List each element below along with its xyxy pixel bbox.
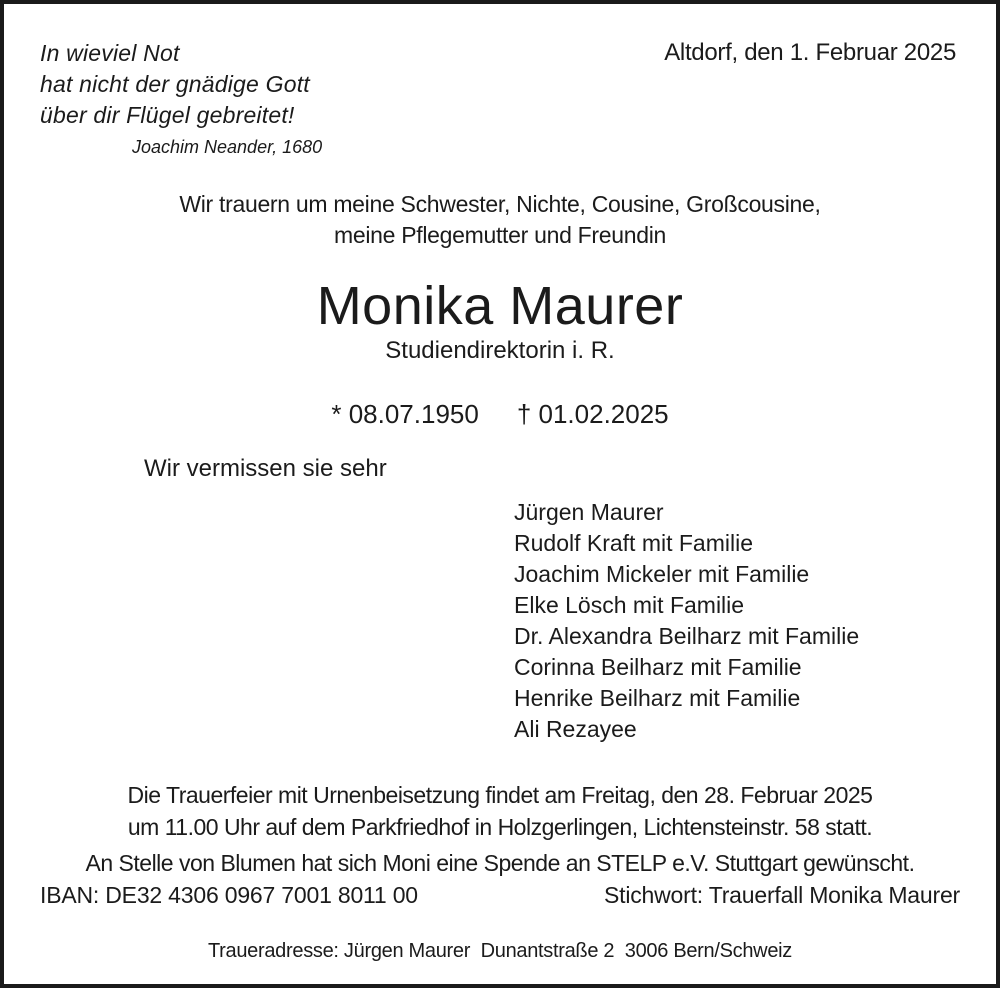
mourner-name: Elke Lösch mit Familie [514, 592, 745, 618]
death-date: † 01.02.2025 [516, 399, 669, 429]
intro-line: Wir trauern um meine Schwester, Nichte, Cousine, Großcousine, [179, 191, 821, 217]
service-line: um 11.00 Uhr auf dem Parkfriedhof in Holzgerlingen, Lichtensteinstr. 58 statt. [127, 814, 873, 840]
mourner-name: Joachim Mickeler mit Familie [514, 561, 810, 587]
quote-attribution: Joachim Neander, 1680 [132, 137, 323, 157]
mourner-name: Jürgen Maurer [514, 499, 664, 525]
mourner-name: Dr. Alexandra Beilharz mit Familie [514, 623, 860, 649]
missing-line: Wir vermissen sie sehr [144, 455, 387, 482]
deceased-title: Studiendirektorin i. R. [385, 337, 615, 364]
quote-line: hat nicht der gnädige Gott [40, 71, 310, 97]
donation-keyword: Stichwort: Trauerfall Monika Maurer [603, 882, 960, 908]
header-row [40, 38, 960, 159]
deceased-name: Monika Maurer [316, 276, 684, 336]
dateline: Altdorf, den 1. Februar 2025 [664, 39, 956, 66]
service-line: Die Trauerfeier mit Urnenbeisetzung findet am Freitag, den 28. Februar 2025 [127, 782, 873, 808]
mourner-name: Henrike Beilharz mit Familie [514, 685, 801, 711]
contact-address: Traueradresse: Jürgen Maurer Dunantstraße 2 3006 Bern/Schweiz [208, 940, 792, 962]
donation-request: An Stelle von Blumen hat sich Moni eine Spende an STELP e.V. Stuttgart gewünscht. [85, 850, 915, 876]
service-info [40, 779, 960, 843]
intro-line: meine Pflegemutter und Freundin [333, 222, 667, 248]
mourners-list [514, 497, 960, 745]
life-dates [40, 399, 960, 429]
mourner-name: Ali Rezayee [514, 716, 637, 742]
intro-block [40, 189, 960, 251]
quote-lines [40, 38, 322, 131]
donation-iban: IBAN: DE32 4306 0967 7001 8011 00 [40, 882, 418, 908]
birth-date: * 08.07.1950 [331, 399, 479, 429]
mourner-name: Corinna Beilharz mit Familie [514, 654, 802, 680]
donation-details [40, 879, 960, 911]
quote-line: In wieviel Not [40, 40, 180, 66]
quote-line: über dir Flügel gebreitet! [40, 102, 295, 128]
mourner-name: Rudolf Kraft mit Familie [514, 530, 754, 556]
quote-block [40, 38, 322, 159]
